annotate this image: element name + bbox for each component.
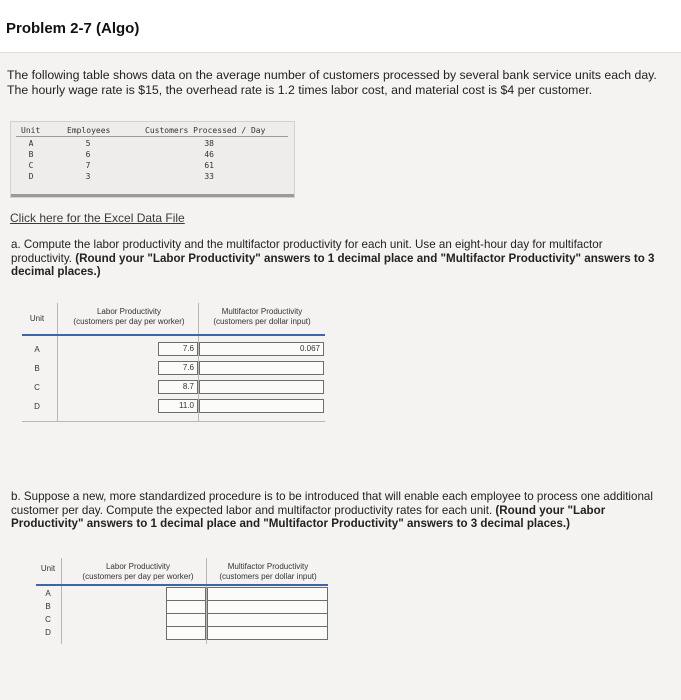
raw-header-customers: Customers Processed / Day — [145, 126, 266, 135]
part-b-labor-title: Labor Productivity — [105, 562, 171, 571]
part-b-question — [11, 490, 656, 531]
raw-customers: 46 — [204, 150, 214, 159]
part-a-row-unit: B — [34, 364, 40, 373]
raw-unit: D — [28, 172, 34, 181]
part-b-answer-table — [36, 556, 328, 644]
part-b-multi-input-d[interactable] — [207, 626, 328, 640]
part-a-multi-title: Multifactor Productivity — [221, 307, 303, 316]
raw-employees: 3 — [85, 172, 91, 181]
part-a-bottom-rule — [22, 421, 325, 422]
part-b-row-unit: B — [45, 602, 51, 611]
raw-data-table — [10, 121, 295, 198]
part-b-row-unit: C — [45, 615, 51, 624]
part-b-multi-input-a[interactable] — [207, 587, 328, 601]
part-a-labor-input-a[interactable]: 7.6 — [158, 342, 198, 356]
part-b-multi-title: Multifactor Productivity — [227, 562, 309, 571]
part-a-labor-input-d[interactable]: 11.0 — [158, 399, 198, 413]
part-a-row-unit: A — [34, 345, 40, 354]
part-b-header-rule — [36, 584, 328, 586]
part-b-row-unit: A — [45, 589, 51, 598]
part-b-rounding: (Round your "Labor Productivity" answers to 1 decimal place and "Multifactor Productivity" answers to 3 decimal places.) — [11, 503, 606, 530]
part-a-multi-input-a[interactable]: 0.067 — [199, 342, 324, 356]
raw-customers: 38 — [204, 139, 214, 148]
part-a-header-rule — [22, 334, 325, 336]
raw-bottom-rule — [11, 194, 294, 197]
title-bar — [0, 0, 681, 53]
part-a-labor-input-b[interactable]: 7.6 — [158, 361, 198, 375]
excel-data-file-link[interactable]: Click here for the Excel Data File — [10, 211, 185, 225]
part-a-labor-sub: (customers per day per worker) — [73, 317, 185, 326]
part-a-multi-header — [200, 307, 324, 327]
part-a-multi-input-c[interactable] — [199, 380, 324, 394]
problem-intro: The following table shows data on the average number of customers processed by several bank service units each day. The hourly wage rate is $15, the overhead rate is 1.2 times labor cost, and material cost is $4 per customer. — [7, 68, 657, 97]
part-b-multi-input-c[interactable] — [207, 613, 328, 627]
part-a-text: a. Compute the labor productivity and the multifactor productivity for each unit. Use an eight-hour day for multifactor productivity. — [11, 238, 603, 265]
part-b-labor-sub: (customers per day per worker) — [82, 572, 194, 581]
part-b-multi-input-b[interactable] — [207, 600, 328, 614]
part-a-col-divider — [57, 303, 58, 421]
part-a-multi-input-d[interactable] — [199, 399, 324, 413]
part-a-unit-header: Unit — [29, 314, 45, 323]
part-b-labor-input-b[interactable] — [166, 600, 206, 614]
part-b-labor-header — [68, 562, 208, 582]
raw-customers: 33 — [204, 172, 214, 181]
part-a-labor-title: Labor Productivity — [96, 307, 162, 316]
part-a-labor-input-c[interactable]: 8.7 — [158, 380, 198, 394]
raw-employees: 6 — [85, 150, 91, 159]
part-b-labor-input-d[interactable] — [166, 626, 206, 640]
part-a-answer-table — [22, 300, 325, 422]
part-b-unit-header: Unit — [40, 564, 56, 573]
raw-employees: 5 — [85, 139, 91, 148]
part-b-col-divider — [61, 558, 62, 644]
part-b-multi-header — [208, 562, 328, 582]
part-b-multi-sub: (customers per dollar input) — [219, 572, 317, 581]
raw-header-rule — [16, 136, 288, 137]
raw-customers: 61 — [204, 161, 214, 170]
page-title: Problem 2-7 (Algo) — [6, 20, 140, 37]
raw-header-unit: Unit — [21, 126, 41, 135]
part-a-multi-input-b[interactable] — [199, 361, 324, 375]
raw-employees: 7 — [85, 161, 91, 170]
part-a-row-unit: D — [34, 402, 40, 411]
raw-unit: A — [28, 139, 34, 148]
raw-header-employees: Employees — [67, 126, 111, 135]
raw-unit: B — [28, 150, 34, 159]
part-a-labor-header — [58, 307, 200, 327]
part-b-labor-input-a[interactable] — [166, 587, 206, 601]
part-a-multi-sub: (customers per dollar input) — [213, 317, 311, 326]
part-a-question — [11, 238, 661, 279]
part-b-text: b. Suppose a new, more standardized procedure is to be introduced that will enable each employee to process one additional customer per day. Compute the expected labor and multifactor productivity rates for each unit. — [11, 490, 653, 517]
raw-unit: C — [28, 161, 34, 170]
part-b-labor-input-c[interactable] — [166, 613, 206, 627]
part-a-rounding: (Round your "Labor Productivity" answers to 1 decimal place and "Multifactor Productivity" answers to 3 decimal places.) — [11, 251, 655, 278]
part-a-row-unit: C — [34, 383, 40, 392]
part-b-row-unit: D — [45, 628, 51, 637]
